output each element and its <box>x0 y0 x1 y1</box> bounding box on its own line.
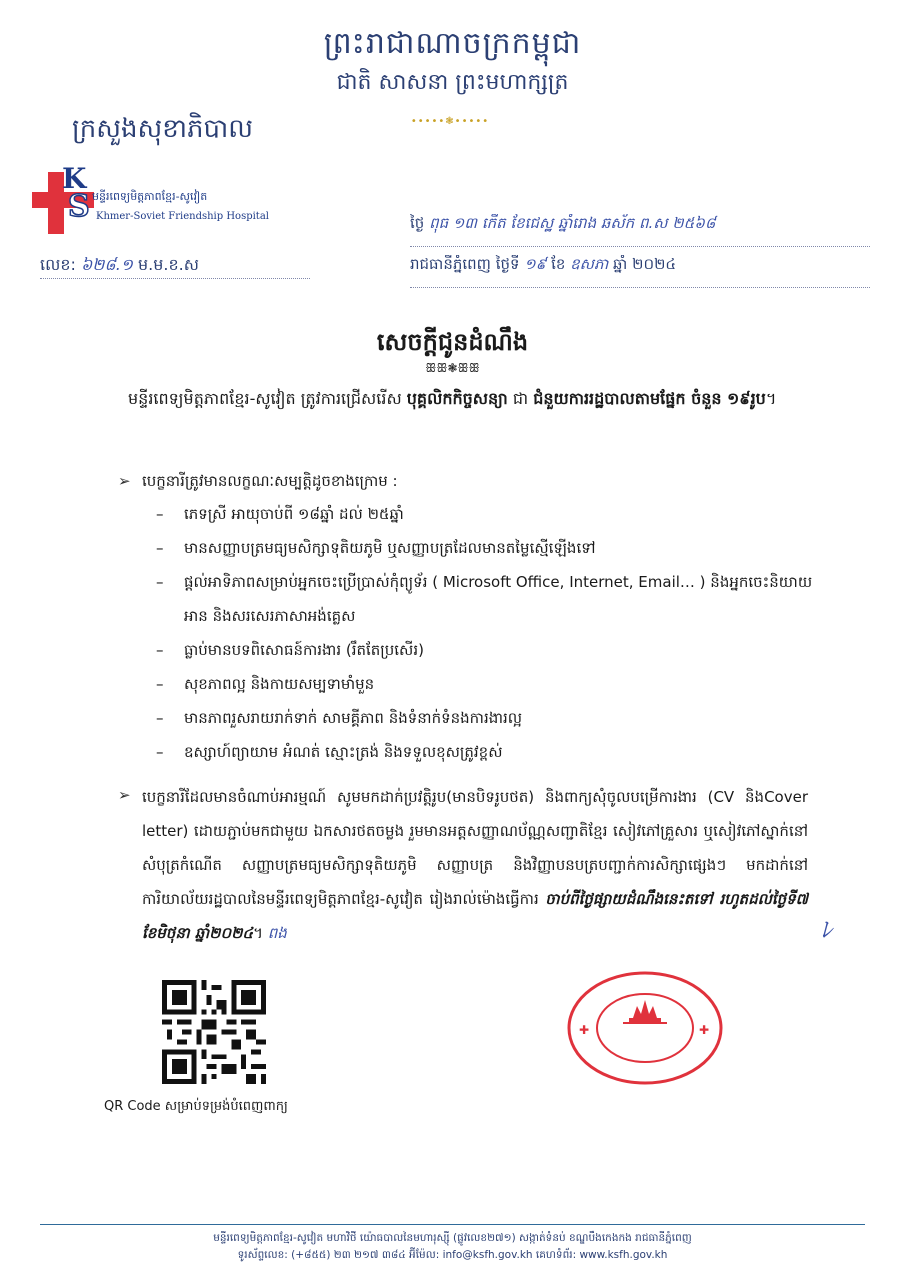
date-year: ២០២៤ <box>632 255 677 273</box>
svg-text:S: S <box>68 189 90 224</box>
city-date-line <box>410 255 870 288</box>
reference-number-value: ៦២៨.១ <box>80 255 133 274</box>
requirements-list <box>118 497 818 769</box>
footer-address: មន្ទីរពេទ្យមិត្តភាពខ្មែរ-សូវៀត មហាវិថី យ៉ោធបាលនៃមហារុស្ស៊ី (ផ្លូវលេខ២៧១) សង្កាត់ទំនប់ ខណ្ឌបឹងកេងកង រាជធានីភ្នំពេញ <box>213 1232 692 1244</box>
requirement-item: – មានភាពរួសរាយរាក់ទាក់ សាមគ្គីភាព និងទំនាក់ទំនងការងារល្អ <box>156 701 818 735</box>
requirements-heading: បេក្ខនារីត្រូវមានលក្ខណៈសម្បត្តិដូចខាងក្រោម : <box>142 472 398 490</box>
hospital-name-english: Khmer-Soviet Friendship Hospital <box>96 211 269 222</box>
application-text: បេក្ខនារីដែលមានចំណាប់អារម្មណ៍ សូមមកដាក់ប្រវត្តិរូប(មានបិទរូបថត) និងពាក្យសុំចូលបម្រើការងារ (CV និងCover letter) ដោយភ្ជាប់មកជាមួយ ឯកសារថតចម្លង រួមមានអត្តសញ្ញាណប័ណ្ណសញ្ជាតិខ្មែរ សៀវភៅគ្រួសារ ឬសៀវភៅស្នាក់នៅ សំបុត្រកំណើត សញ្ញាបត្រមធ្យមសិក្សាទុតិយភូមិ សញ្ញាបត្រ និងវិញ្ញាបនបត្របញ្ជាក់ការសិក្សាផ្សេងៗ មកដាក់នៅការិយាល័យរដ្ឋបាលនៃមន្ទីរពេទ្យមិត្តភាពខ្មែរ-សូវៀត រៀងរាល់ម៉ោងធ្វើការ <box>142 788 808 908</box>
intro-position-type: បុគ្គលិកកិច្ចសន្យា <box>406 389 508 408</box>
svg-text:K: K <box>62 162 87 195</box>
footer-contact <box>40 1230 865 1264</box>
hospital-name-khmer: មន្ទីរពេទ្យមិត្តភាពខ្មែរ-សូវៀត <box>92 190 208 203</box>
requirement-item: – សុខភាពល្អ និងកាយសម្បទាមាំមួន <box>156 667 818 701</box>
city-date-prefix: រាជធានីភ្នំពេញ ថ្ងៃទី <box>410 255 520 273</box>
date-month: ឧសភា <box>570 255 609 273</box>
intro-text: មន្ទីរពេទ្យមិត្តភាពខ្មែរ-សូវៀត ត្រូវការជ្រើសរើស <box>128 389 407 408</box>
notice-title: សេចក្តីជូនដំណឹង <box>376 328 529 356</box>
requirement-item: – ឧស្សាហ៍ព្យាយាម អំណត់ ស្មោះត្រង់ និងទទួលខុសត្រូវខ្ពស់ <box>156 735 818 769</box>
intro-position-title: ជំនួយការរដ្ឋបាលតាមផ្នែក ចំនួន ១៩រូប <box>533 389 766 408</box>
official-seal-stamp <box>565 970 725 1086</box>
qr-code-image <box>162 980 266 1084</box>
ministry-name: ក្រសួងសុខាភិបាល <box>72 114 254 144</box>
date-year-prefix: ឆ្នាំ <box>613 255 628 273</box>
reference-suffix: ម.ម.ខ.ស <box>138 255 199 274</box>
application-paragraph <box>118 780 808 950</box>
requirements-section <box>118 466 818 769</box>
lunar-date-value: ពុធ ១៣ កើត ខែជេស្ឋ ឆ្នាំរោង ឆស័ក ព.ស ២៥៦៨ <box>429 214 716 232</box>
reference-prefix: លេខ: <box>40 255 76 274</box>
header-ornament: •••••❃••••• <box>410 116 490 127</box>
application-end: ។ <box>253 924 263 942</box>
date-day: ១៩ <box>524 255 547 273</box>
reference-number <box>40 254 310 279</box>
intro-connector: ជា <box>507 389 534 408</box>
date-month-prefix: ខែ <box>551 255 566 273</box>
application-section <box>118 780 808 950</box>
kingdom-heading: ព្រះរាជាណាចក្រកម្ពុជា <box>323 26 582 61</box>
footer-divider <box>40 1224 865 1225</box>
application-deadline: ចាប់ពីថ្ងៃផ្សាយដំណឹងនេះតទៅ រហូតដល់ថ្ងៃទី៧ ខែមិថុនា ឆ្នាំ២០២៤ <box>142 890 808 942</box>
intro-end: ។ <box>765 389 777 408</box>
handwritten-initials: ពង <box>267 924 287 942</box>
lunar-date-line <box>410 214 870 247</box>
requirements-heading-row <box>118 466 818 497</box>
national-motto: ជាតិ សាសនា ព្រះមហាក្សត្រ <box>336 70 569 95</box>
svg-text:✚: ✚ <box>699 1023 710 1037</box>
requirement-item: – ភេទស្រី អាយុចាប់ពី ១៨ឆ្នាំ ដល់ ២៥ឆ្នាំ <box>156 497 818 531</box>
lunar-date-prefix: ថ្ងៃ <box>410 214 425 232</box>
title-ornament: ꕥꕥ❃ꕥꕥ <box>425 361 480 375</box>
hospital-logo <box>32 158 96 238</box>
requirement-item: – ធ្លាប់មានបទពិសោធន៍ការងារ (រឹតតែប្រសើរ) <box>156 633 818 667</box>
notice-intro <box>80 384 790 414</box>
svg-text:✚: ✚ <box>579 1023 590 1037</box>
footer-phone-email-web: ទូរស័ព្ទលេខ: (+៨៥៥) ២៣ ២១៧ ៣៨៤ អ៊ីម៉ែល: info@ksfh.gov.kh គេហទំព័រ: www.ksfh.gov.kh <box>237 1249 668 1261</box>
requirement-item: – ផ្តល់អាទិភាពសម្រាប់អ្នកចេះប្រើប្រាស់កុំព្យូទ័រ ( Microsoft Office, Internet, Email… ) និងអ្នកចេះនិយាយ អាន និងសរសេរភាសាអង់គ្លេស <box>156 565 818 633</box>
arrow-bullet-icon: ➢ <box>118 472 131 490</box>
qr-code-label: QR Code សម្រាប់ទម្រង់បំពេញពាក្យ <box>104 1099 288 1114</box>
requirement-item: – មានសញ្ញាបត្រមធ្យមសិក្សាទុតិយភូមិ ឬសញ្ញាបត្រដែលមានតម្លៃស្មើឡើងទៅ <box>156 531 818 565</box>
margin-check-mark: ﾚ <box>820 916 832 944</box>
date-block <box>410 214 870 296</box>
arrow-bullet-icon: ➢ <box>118 786 131 804</box>
